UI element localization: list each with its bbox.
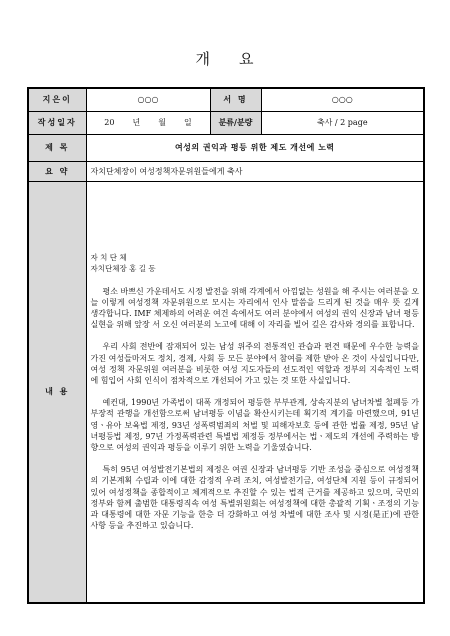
sign-value: ○○○ (261, 88, 424, 111)
date-year-unit: 년 (132, 118, 141, 127)
content-heading-1: 자 치 단 체 (90, 253, 127, 263)
title-char-1: 개 (195, 50, 211, 68)
content-paragraph-4: 특히 95년 여성발전기본법의 제정은 여권 신장과 남녀평등 기반 조성을 중심으로 여성정책의 기본계획 수립과 이에 대한 감정적 우려 조치, 여성발전기금, 여성단체 지원 등이 규정되어 있어 여성정책을 종합적이고 체계적으로 추진할 수 있는 법적 근거를 제공하고 있으며, 국민의 정부와 함께 출범한 대통령직속 여성 특별위원회는 여성정책에 대한 총괄적 기획ㆍ조정의 기능과 대통령에 대한 자문 기능을 한층 더 강화하고 여성 차별에 대한 조사 및 시정(是正)에 관한 사항 등을 추진하고 있습니다. (90, 465, 419, 531)
date-year: 20 (104, 118, 115, 127)
subject-label: 제 목 (28, 134, 86, 161)
summary-label: 요 약 (28, 161, 86, 181)
date-day-unit: 일 (183, 118, 192, 127)
content-label: 내 용 (28, 181, 86, 603)
page-title (0, 48, 450, 69)
content-paragraph-3: 예컨대, 1990년 가족법이 대폭 개정되어 평등한 부부관계, 상속지분의 남녀차별 철폐등 가부장적 관행을 개선함으로써 남녀평등 이념을 확산시키는데 획기적 계기를 마련했으며, 91년 영ㆍ유아 보육법 제정, 93년 성폭력범죄의 처벌 및 피해자보호 등에 관한 법률 제정, 95년 남녀평등법 제정, 97년 가정폭력관련 특별법 제정등 정부에서는 법ㆍ제도의 개선에 주력하는 방향으로 여성의 권익과 평등을 이루기 위한 노력을 기울였습니다. (90, 398, 419, 452)
category-label: 분류/분량 (210, 111, 261, 134)
date-value (86, 111, 210, 134)
author-value: ○○○ (86, 88, 210, 111)
title-char-2: 요 (239, 50, 255, 68)
content-body (86, 181, 424, 603)
date-month-unit: 월 (158, 118, 166, 127)
category-value: 축사 / 2 page (261, 111, 424, 134)
date-label: 작성일자 (28, 111, 86, 134)
summary-value: 자치단체장이 여성정책자문위원들에게 축사 (86, 161, 424, 181)
document-form (27, 87, 425, 604)
sign-label: 서 명 (210, 88, 261, 111)
content-paragraph-2: 우리 사회 전반에 잠재되어 있는 남성 위주의 전통적인 관습과 편견 때문에 우수한 능력을 가진 여성들마저도 정치, 경제, 사회 등 모든 분야에서 참여를 제한 받아 온 것이 사실입니다만, 여성 정책 자문위원 여러분을 비롯한 여성 지도자들의 선도적인 역할과 정부의 지속적인 노력에 힘입어 사회 인식이 점차적으로 개선되어 가고 있는 것 또한 사실입니다. (90, 342, 419, 385)
author-label: 지은이 (28, 88, 86, 111)
content-heading-2: 자치단체장 홍 길 동 (90, 264, 156, 274)
subject-value: 여성의 권익과 평등 위한 제도 개선에 노력 (86, 134, 424, 161)
content-paragraph-1: 평소 바쁘신 가운데서도 시정 발전을 위해 각계에서 아낌없는 성원을 해 주시는 여러분을 오늘 이렇게 여성정책 자문위원으로 모시는 자리에서 인사 말씀을 드리게 된 것을 매우 뜻 깊게 생각합니다. IMF 체제하의 어려운 여건 속에서도 여러 분야에서 여성의 권익 신장과 남녀 평등 실현을 위해 앞장 서 오신 여러분의 노고에 대해 이 자리를 빌어 깊은 감사와 경의를 표합니다. (90, 286, 419, 330)
